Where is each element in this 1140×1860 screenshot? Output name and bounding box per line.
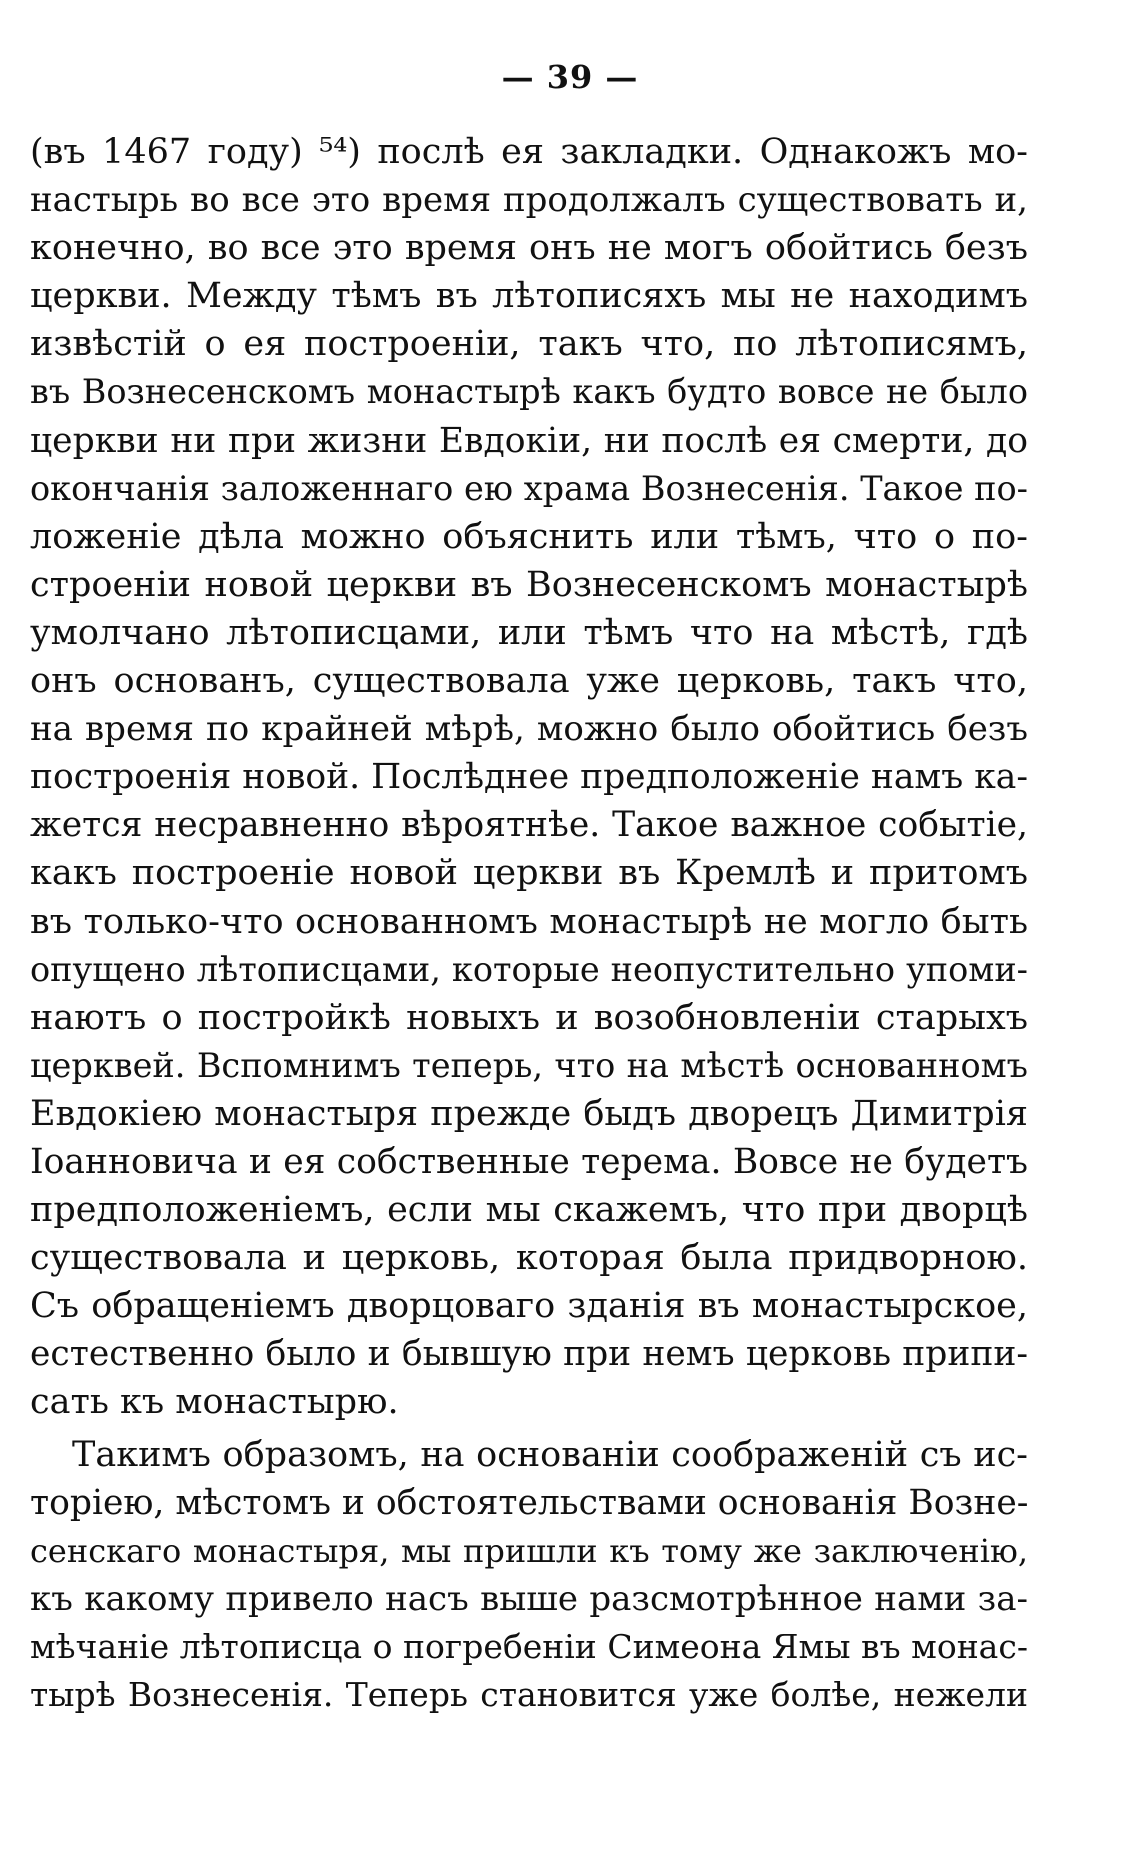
text-line: церкви ни при жизни Евдокіи, ни послѣ ея смерти, до bbox=[30, 420, 1028, 461]
text-line: сенскаго монастыря, мы пришли къ тому же заключенію, bbox=[30, 1531, 1028, 1570]
text-line: настырь во все это время продолжалъ существовать и, bbox=[30, 180, 1028, 221]
text-line: въ Вознесенскомъ монастырѣ какъ будто вовсе не было bbox=[30, 372, 1028, 412]
text-line: опущено лѣтописцами, которые неопустительно упоми- bbox=[30, 949, 1028, 989]
text-line: Іоанновича и ея собственные терема. Вовсе не будетъ bbox=[30, 1141, 1028, 1182]
paragraph-2 bbox=[30, 1431, 1028, 1720]
text-line: извѣстій о ея построеніи, такъ что, по лѣтописямъ, bbox=[30, 324, 1028, 365]
text-line: умолчано лѣтописцами, или тѣмъ что на мѣстѣ, гдѣ bbox=[30, 612, 1028, 653]
text-line: строеніи новой церкви въ Вознесенскомъ монастырѣ bbox=[30, 564, 1028, 605]
text-line: конечно, во все это время онъ не могъ обойтись безъ bbox=[30, 228, 1028, 269]
text-line: тырѣ Вознесенія. Теперь становится уже болѣе, нежели bbox=[30, 1675, 1028, 1714]
text-line: жется несравненно вѣроятнѣе. Такое важное событіе, bbox=[30, 805, 1028, 846]
text-line: окончанія заложеннаго ею храма Вознесенія. Такое по- bbox=[30, 468, 1028, 508]
text-line: естественно было и бывшую при немъ церковь припи- bbox=[30, 1334, 1028, 1375]
text-line: Съ обращеніемъ дворцоваго зданія въ монастырское, bbox=[30, 1286, 1028, 1327]
text-line: построенія новой. Послѣднее предположеніе намъ ка- bbox=[30, 757, 1028, 798]
paragraph-1 bbox=[30, 128, 1028, 1427]
body-text bbox=[30, 128, 1028, 1719]
text-line: Такимъ образомъ, на основаніи соображеній съ ис- bbox=[72, 1434, 1028, 1475]
text-line: церквей. Вспомнимъ теперь, что на мѣстѣ основанномъ bbox=[30, 1045, 1028, 1085]
text-line: какъ построеніе новой церкви въ Кремлѣ и притомъ bbox=[30, 853, 1028, 894]
text-line: въ только-что основанномъ монастырѣ не могло быть bbox=[30, 901, 1028, 942]
text-line: онъ основанъ, существовала уже церковь, такъ что, bbox=[30, 661, 1028, 702]
text-line: наютъ о постройкѣ новыхъ и возобновленіи старыхъ bbox=[30, 997, 1028, 1038]
text-line: ложеніе дѣла можно объяснить или тѣмъ, что о по- bbox=[30, 516, 1028, 557]
text-line: предположеніемъ, если мы скажемъ, что при дворцѣ bbox=[30, 1190, 1028, 1231]
text-line: сать къ монастырю. bbox=[30, 1382, 399, 1423]
text-line: торіею, мѣстомъ и обстоятельствами основанія Возне- bbox=[30, 1482, 1028, 1523]
text-line: существовала и церковь, которая была придворною. bbox=[30, 1238, 1028, 1279]
text-line: мѣчаніе лѣтописца о погребеніи Симеона Ямы въ монас- bbox=[30, 1626, 1028, 1666]
text-line: (въ 1467 году) ⁵⁴) послѣ ея закладки. Однакожъ мо- bbox=[30, 132, 1028, 172]
text-line: на время по крайней мѣрѣ, можно было обойтись безъ bbox=[30, 709, 1028, 750]
text-line: Евдокіею монастыря прежде быдъ дворецъ Димитрія bbox=[30, 1093, 1028, 1134]
text-line: церкви. Между тѣмъ въ лѣтописяхъ мы не находимъ bbox=[30, 276, 1028, 317]
page-number: — 39 — bbox=[501, 58, 639, 96]
text-line: къ какому привело насъ выше разсмотрѣнное нами за- bbox=[30, 1578, 1028, 1619]
